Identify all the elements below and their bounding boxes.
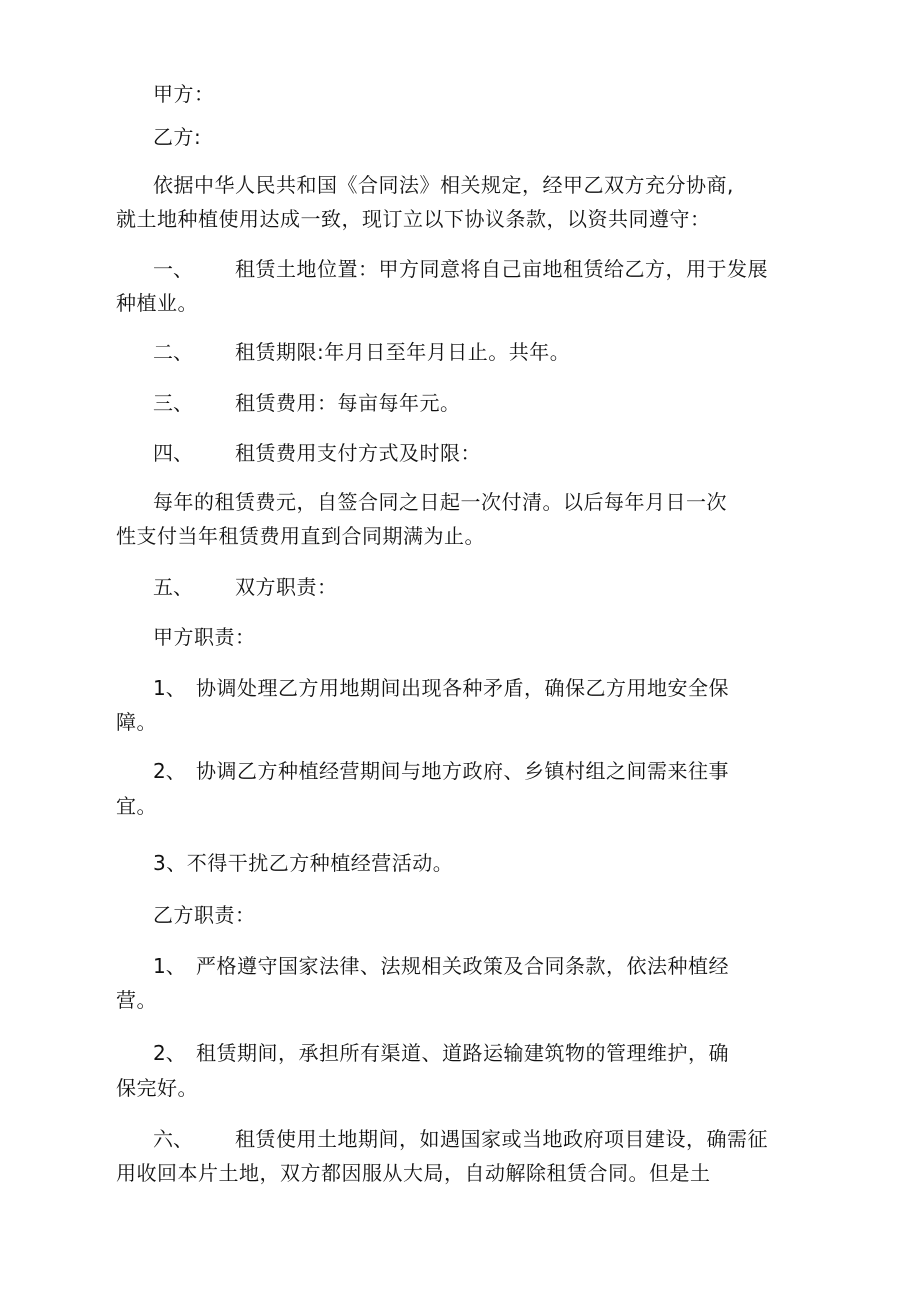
- party-b-duties-heading: 乙方职责：: [153, 903, 256, 927]
- party-a-duty-2-number: 2、: [153, 759, 186, 783]
- clause-2-line-1: 租赁期限:年月日至年月日止。共年。: [235, 340, 571, 364]
- party-b-duty-1-line-1: 严格遵守国家法律、法规相关政策及合同条款，依法种植经: [196, 954, 729, 978]
- party-a-duty-3: 3、不得干扰乙方种植经营活动。: [153, 851, 454, 875]
- clause-4-para-line-2: 性支付当年租赁费用直到合同期满为止。: [116, 524, 485, 548]
- clause-4-para-line-1: 每年的租赁费元，自签合同之日起一次付清。以后每年月日一次: [153, 490, 727, 514]
- party-b-duty-2-line-2: 保完好。: [116, 1076, 198, 1100]
- party-a-duty-1-line-2: 障。: [116, 710, 157, 734]
- party-a-label: 甲方：: [153, 82, 215, 106]
- clause-3-number: 三、: [153, 391, 193, 415]
- preamble-line-1: 依据中华人民共和国《合同法》相关规定，经甲乙双方充分协商,: [153, 173, 734, 197]
- party-b-duty-2-number: 2、: [153, 1041, 186, 1065]
- party-b-duty-1-number: 1、: [153, 954, 186, 978]
- clause-1-line-1: 租赁土地位置：甲方同意将自己亩地租赁给乙方，用于发展: [235, 257, 768, 281]
- clause-1-line-2: 种植业。: [116, 291, 198, 315]
- clause-4-number: 四、: [153, 441, 193, 465]
- clause-2-number: 二、: [153, 340, 193, 364]
- clause-4-line-1: 租赁费用支付方式及时限：: [235, 441, 481, 465]
- clause-6-number: 六、: [153, 1127, 193, 1151]
- party-a-duty-2-line-1: 协调乙方种植经营期间与地方政府、乡镇村组之间需来往事: [196, 759, 729, 783]
- clause-3-line-1: 租赁费用：每亩每年元。: [235, 391, 461, 415]
- clause-1-number: 一、: [153, 257, 193, 281]
- clause-6-line-1: 租赁使用土地期间，如遇国家或当地政府项目建设，确需征: [235, 1127, 768, 1151]
- clause-5-number: 五、: [153, 575, 193, 599]
- party-b-duty-2-line-1: 租赁期间，承担所有渠道、道路运输建筑物的管理维护，确: [196, 1041, 729, 1065]
- party-b-duty-1-line-2: 营。: [116, 988, 157, 1012]
- clause-6-line-2: 用收回本片土地，双方都因服从大局，自动解除租赁合同。但是土: [116, 1161, 711, 1185]
- party-a-duty-1-line-1: 协调处理乙方用地期间出现各种矛盾，确保乙方用地安全保: [196, 676, 729, 700]
- party-a-duties-heading: 甲方职责：: [153, 625, 256, 649]
- clause-5-line-1: 双方职责：: [235, 575, 338, 599]
- preamble-line-2: 就土地种植使用达成一致，现订立以下协议条款，以资共同遵守：: [116, 207, 711, 231]
- party-b-label: 乙方:: [153, 125, 202, 149]
- party-a-duty-2-line-2: 宜。: [116, 794, 157, 818]
- party-a-duty-1-number: 1、: [153, 676, 186, 700]
